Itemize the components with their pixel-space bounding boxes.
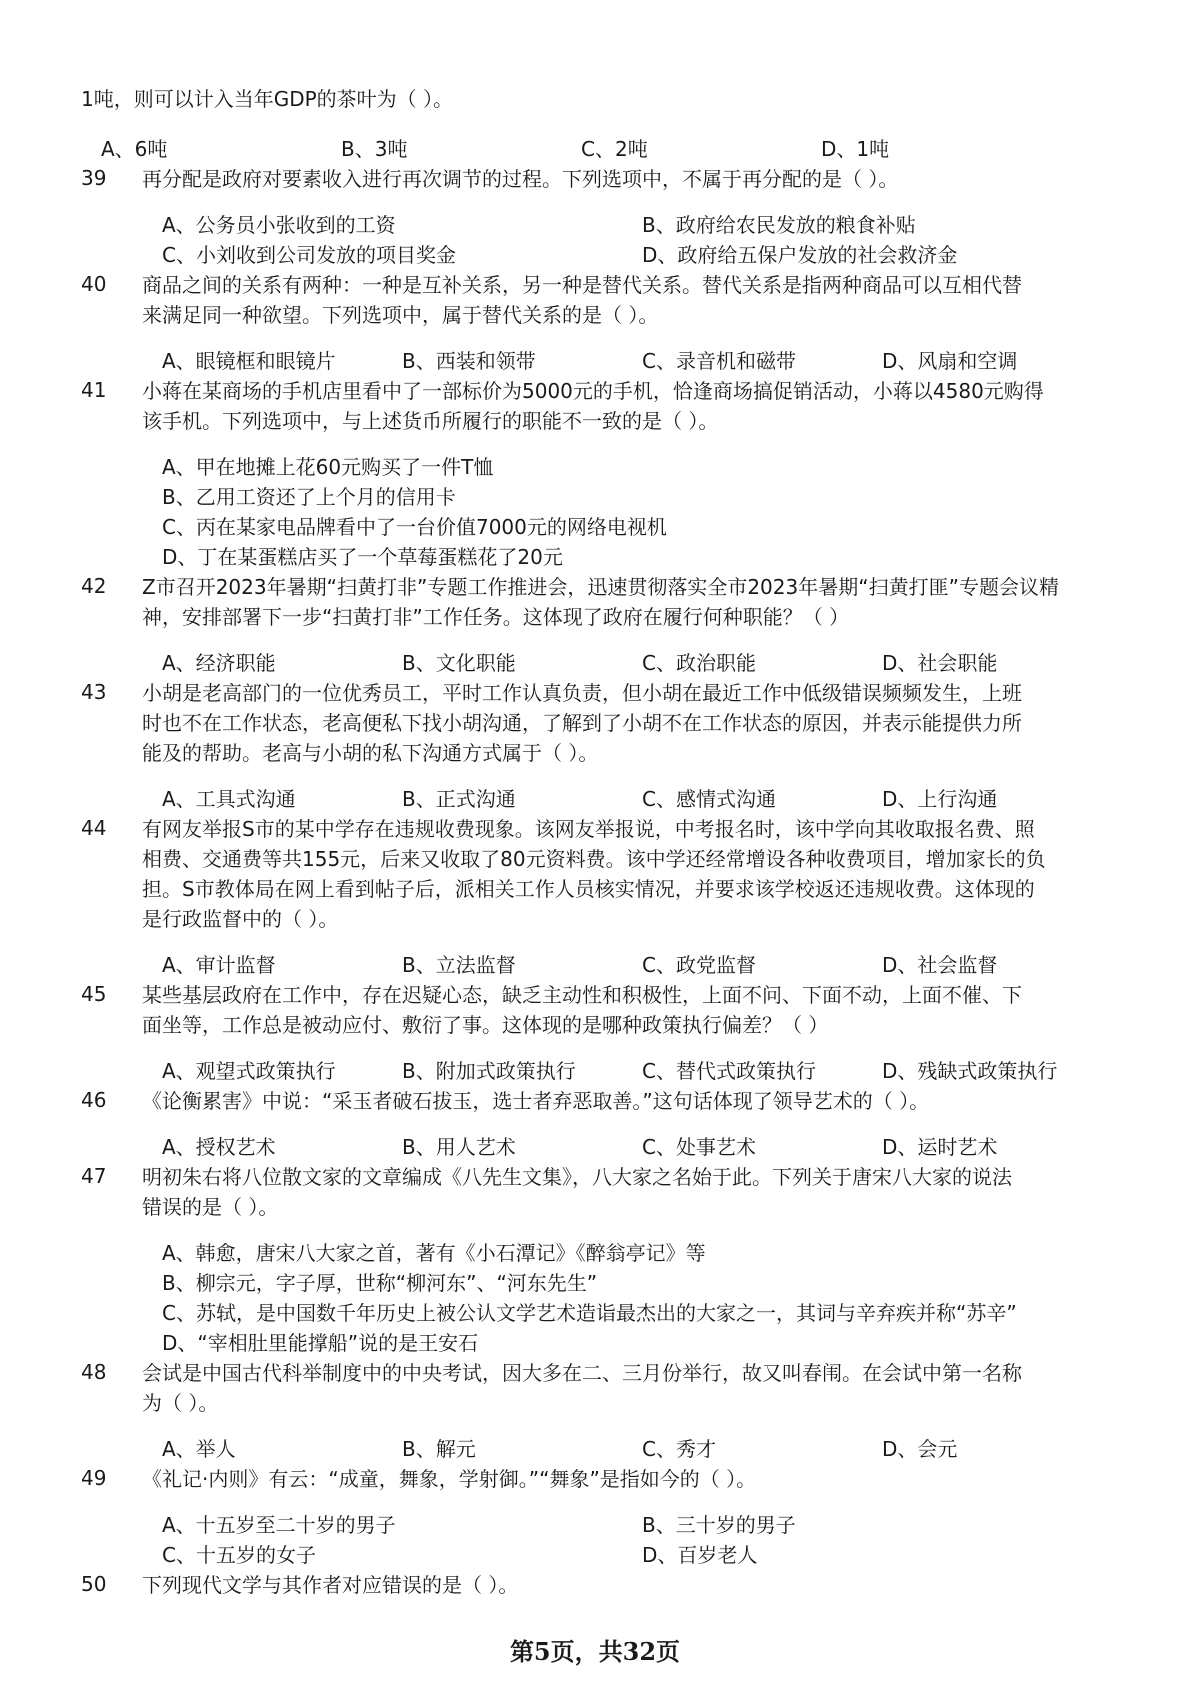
question-text-line: 小胡是老高部门的一位优秀员工，平时工作认真负责，但小胡在最近工作中低级错误频频发生，上班 bbox=[142, 681, 1022, 705]
question-text-line: 《礼记·内则》有云：“成童，舞象，学射御。”“舞象”是指如今的（ ）。 bbox=[142, 1467, 757, 1491]
question-text-line: 下列现代文学与其作者对应错误的是（ ）。 bbox=[142, 1573, 519, 1597]
option: D、政府给五保户发放的社会救济金 bbox=[642, 243, 958, 267]
option: D、丁在某蛋糕店买了一个草莓蛋糕花了20元 bbox=[162, 545, 563, 569]
option: B、柳宗元，字子厚，世称“柳河东”、“河东先生” bbox=[162, 1271, 598, 1295]
question-text-line: 是行政监督中的（ ）。 bbox=[142, 907, 339, 931]
option: D、残缺式政策执行 bbox=[882, 1059, 1058, 1083]
option: C、政治职能 bbox=[642, 651, 756, 675]
option: D、上行沟通 bbox=[882, 787, 998, 811]
option: A、韩愈，唐宋八大家之首，著有《小石潭记》《醉翁亭记》等 bbox=[162, 1241, 706, 1265]
question-text-line: 能及的帮助。老高与小胡的私下沟通方式属于（ ）。 bbox=[142, 741, 599, 765]
question-text-line: 担。S市教体局在网上看到帖子后，派相关工作人员核实情况，并要求该学校返还违规收费。这体现的 bbox=[142, 877, 1035, 901]
option: B、3吨 bbox=[341, 137, 408, 161]
question-number: 49 bbox=[81, 1466, 107, 1490]
question-number: 45 bbox=[81, 982, 107, 1006]
question-text-line: 神，安排部署下一步“扫黄打非”工作任务。这体现了政府在履行何种职能？（ ） bbox=[142, 605, 850, 629]
option: B、乙用工资还了上个月的信用卡 bbox=[162, 485, 456, 509]
option: A、观望式政策执行 bbox=[162, 1059, 336, 1083]
option: D、社会职能 bbox=[882, 651, 998, 675]
option: C、丙在某家电品牌看中了一台价值7000元的网络电视机 bbox=[162, 515, 667, 539]
question-number: 43 bbox=[81, 680, 107, 704]
question-text-line: 该手机。下列选项中，与上述货币所履行的职能不一致的是（ ）。 bbox=[142, 409, 719, 433]
question-number: 42 bbox=[81, 574, 107, 598]
option: A、举人 bbox=[162, 1437, 236, 1461]
question-text-line: 《论衡累害》中说：“采玉者破石拔玉，选士者弃恶取善。”这句话体现了领导艺术的（ ）。 bbox=[142, 1089, 930, 1113]
option: B、正式沟通 bbox=[402, 787, 516, 811]
question-text-line: 有网友举报S市的某中学存在违规收费现象。该网友举报说，中考报名时，该中学向其收取报名费、照 bbox=[142, 817, 1035, 841]
option: A、甲在地摊上花60元购买了一件T恤 bbox=[162, 455, 494, 479]
option: A、公务员小张收到的工资 bbox=[162, 213, 396, 237]
question-text-line: 明初朱右将八位散文家的文章编成《八先生文集》，八大家之名始于此。下列关于唐宋八大家的说法 bbox=[142, 1165, 1012, 1189]
option: C、十五岁的女子 bbox=[162, 1543, 316, 1567]
question-text-line: 会试是中国古代科举制度中的中央考试，因大多在二、三月份举行，故又叫春闱。在会试中第一名称 bbox=[142, 1361, 1022, 1385]
question-text-line: 来满足同一种欲望。下列选项中，属于替代关系的是（ ）。 bbox=[142, 303, 659, 327]
option: D、社会监督 bbox=[882, 953, 998, 977]
question-number: 40 bbox=[81, 272, 107, 296]
question-text-line: 商品之间的关系有两种：一种是互补关系，另一种是替代关系。替代关系是指两种商品可以互相代替 bbox=[142, 273, 1022, 297]
option: B、解元 bbox=[402, 1437, 476, 1461]
option: D、运时艺术 bbox=[882, 1135, 998, 1159]
option: D、会元 bbox=[882, 1437, 958, 1461]
option: B、西装和领带 bbox=[402, 349, 536, 373]
question-text-line: 小蒋在某商场的手机店里看中了一部标价为5000元的手机，恰逢商场搞促销活动，小蒋以4580元购得 bbox=[142, 379, 1044, 403]
option: D、1吨 bbox=[821, 137, 890, 161]
question-text-line: 某些基层政府在工作中，存在迟疑心态，缺乏主动性和积极性，上面不问、下面不动，上面不催、下 bbox=[142, 983, 1022, 1007]
option: A、工具式沟通 bbox=[162, 787, 296, 811]
option: C、政党监督 bbox=[642, 953, 756, 977]
option: D、“宰相肚里能撑船”说的是王安石 bbox=[162, 1331, 479, 1355]
question-number: 44 bbox=[81, 816, 107, 840]
question-text-line: 为（ ）。 bbox=[142, 1391, 219, 1415]
option: A、经济职能 bbox=[162, 651, 276, 675]
option: C、处事艺术 bbox=[642, 1135, 756, 1159]
question-number: 48 bbox=[81, 1360, 107, 1384]
option: B、附加式政策执行 bbox=[402, 1059, 576, 1083]
option: C、感情式沟通 bbox=[642, 787, 776, 811]
question-text-line: 相费、交通费等共155元，后来又收取了80元资料费。该中学还经常增设各种收费项目，增加家长的负 bbox=[142, 847, 1046, 871]
question-text-line: 错误的是（ ）。 bbox=[142, 1195, 279, 1219]
option: D、风扇和空调 bbox=[882, 349, 1018, 373]
page-footer: 第5页，共32页 bbox=[509, 1637, 681, 1666]
option: A、审计监督 bbox=[162, 953, 276, 977]
option: C、替代式政策执行 bbox=[642, 1059, 816, 1083]
option: A、眼镜框和眼镜片 bbox=[162, 349, 336, 373]
option: D、百岁老人 bbox=[642, 1543, 758, 1567]
option: C、2吨 bbox=[581, 137, 648, 161]
option: C、录音机和磁带 bbox=[642, 349, 796, 373]
option: B、立法监督 bbox=[402, 953, 516, 977]
option: C、苏轼，是中国数千年历史上被公认文学艺术造诣最杰出的大家之一，其词与辛弃疾并称“苏辛” bbox=[162, 1301, 1017, 1325]
question-number: 39 bbox=[81, 166, 107, 190]
question-number: 41 bbox=[81, 378, 107, 402]
option: A、6吨 bbox=[101, 137, 168, 161]
option: B、三十岁的男子 bbox=[642, 1513, 796, 1537]
question-number: 47 bbox=[81, 1164, 107, 1188]
option: C、秀才 bbox=[642, 1437, 716, 1461]
option: C、小刘收到公司发放的项目奖金 bbox=[162, 243, 456, 267]
question-text-line: 再分配是政府对要素收入进行再次调节的过程。下列选项中，不属于再分配的是（ ）。 bbox=[142, 167, 899, 191]
option: B、用人艺术 bbox=[402, 1135, 516, 1159]
question-number: 50 bbox=[81, 1572, 107, 1596]
question-text-line: 时也不在工作状态，老高便私下找小胡沟通，了解到了小胡不在工作状态的原因，并表示能提供力所 bbox=[142, 711, 1022, 735]
option: B、文化职能 bbox=[402, 651, 516, 675]
option: A、十五岁至二十岁的男子 bbox=[162, 1513, 396, 1537]
question-text-line: Z市召开2023年暑期“扫黄打非”专题工作推进会，迅速贯彻落实全市2023年暑期“扫黄打匪”专题会议精 bbox=[142, 575, 1059, 599]
question-38-text-tail: 1吨，则可以计入当年GDP的茶叶为（ ）。 bbox=[81, 87, 454, 111]
question-text-line: 面坐等，工作总是被动应付、敷衍了事。这体现的是哪种政策执行偏差？（ ） bbox=[142, 1013, 829, 1037]
option: A、授权艺术 bbox=[162, 1135, 276, 1159]
option: B、政府给农民发放的粮食补贴 bbox=[642, 213, 916, 237]
question-number: 46 bbox=[81, 1088, 107, 1112]
